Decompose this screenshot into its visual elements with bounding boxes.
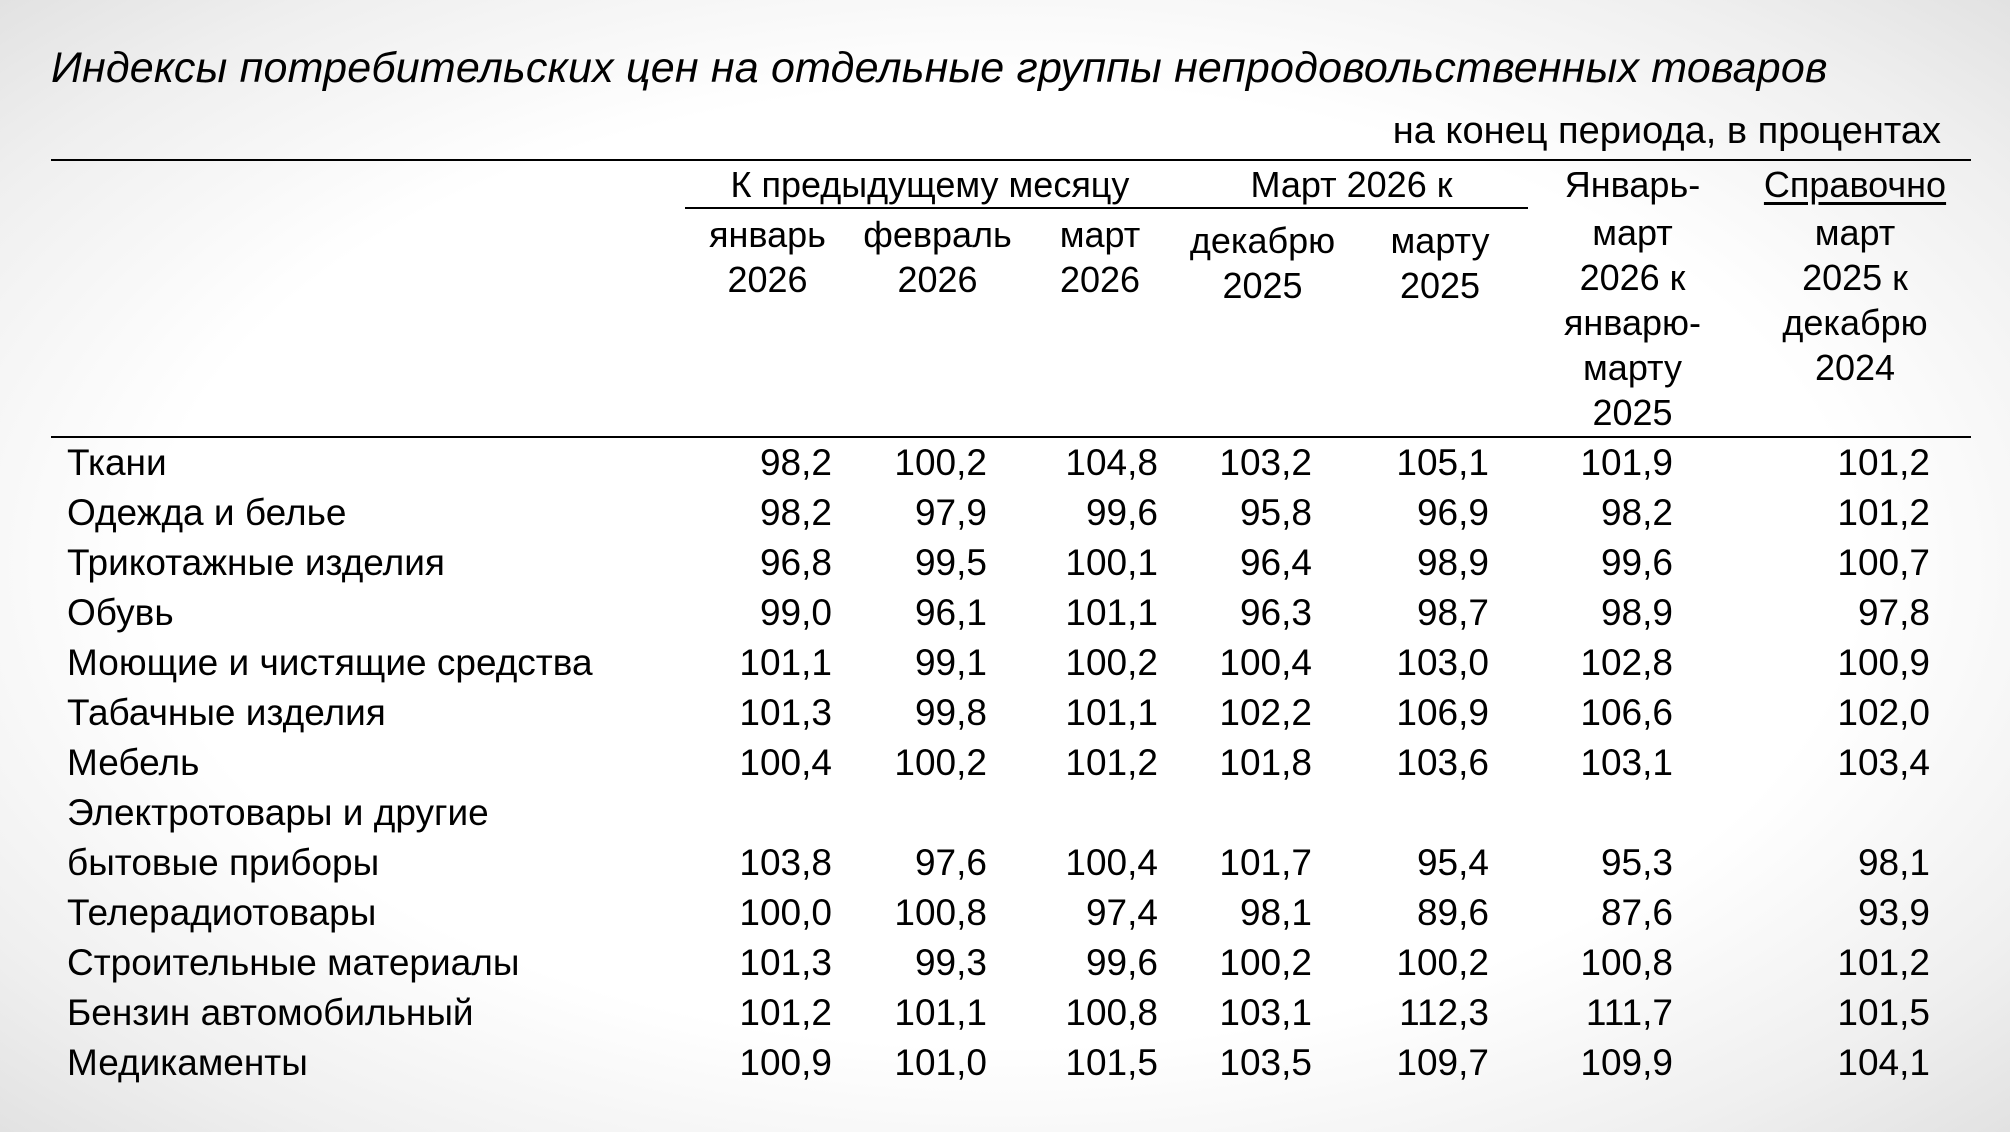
table-cell: 103,1 (1219, 992, 1312, 1033)
table-cell: 103,8 (739, 842, 832, 883)
table-cell: 105,1 (1396, 442, 1489, 483)
table-cell: 99,6 (1085, 492, 1158, 533)
table-cell: 95,4 (1416, 842, 1489, 883)
col-head-ref: март 2025 к декабрю 2024 (1782, 212, 1928, 388)
table-cell: 101,5 (1837, 992, 1930, 1033)
row-label: Электротовары и другие (67, 792, 489, 833)
table-cell: 95,3 (1600, 842, 1673, 883)
table-cell: 106,9 (1396, 692, 1489, 733)
page-title: Индексы потребительских цен на отдельные группы непродовольственных товаров (51, 44, 1828, 92)
row-label: Мебель (67, 742, 200, 783)
table-cell: 100,7 (1837, 542, 1930, 583)
table-cell: 96,1 (914, 592, 987, 633)
table-cell: 101,3 (739, 942, 832, 983)
table-cell: 109,7 (1396, 1042, 1489, 1083)
table-cell: 100,4 (1065, 842, 1158, 883)
group-prev-month-line (685, 207, 1175, 209)
top-rule (51, 159, 1971, 161)
table-cell: 112,3 (1399, 992, 1489, 1033)
table-cell: 93,9 (1857, 892, 1930, 933)
table-cell: 99,6 (1600, 542, 1673, 583)
table-cell: 99,3 (914, 942, 987, 983)
table-cell: 97,8 (1857, 592, 1930, 633)
table-cell: 101,2 (1837, 442, 1930, 483)
row-label: Телерадиотовары (67, 892, 377, 933)
table-cell: 101,1 (1065, 592, 1158, 633)
table-cell: 87,6 (1600, 892, 1673, 933)
table-cell: 97,4 (1085, 892, 1158, 933)
table-cell: 100,1 (1065, 542, 1158, 583)
col-head-janmar: март 2026 к январю- марту 2025 (1563, 212, 1702, 433)
table-cell: 103,5 (1219, 1042, 1312, 1083)
col-head-mar2025: марту 2025 (1390, 220, 1490, 306)
table-cell: 98,2 (759, 492, 832, 533)
row-label: Одежда и белье (67, 492, 347, 533)
table-cell: 89,6 (1416, 892, 1489, 933)
table-cell: 100,8 (1065, 992, 1158, 1033)
table-cell: 98,7 (1416, 592, 1489, 633)
table-cell: 101,1 (739, 642, 832, 683)
table-cell: 101,9 (1580, 442, 1673, 483)
table-cell: 101,2 (1837, 942, 1930, 983)
table-cell: 100,0 (739, 892, 832, 933)
group-march-to: Март 2026 к (1250, 164, 1453, 205)
table-cell: 98,9 (1600, 592, 1673, 633)
row-label: Медикаменты (67, 1042, 308, 1083)
table-cell: 111,7 (1585, 992, 1673, 1033)
table-cell: 95,8 (1239, 492, 1312, 533)
table-cell: 100,9 (1837, 642, 1930, 683)
table-cell: 100,9 (739, 1042, 832, 1083)
table-cell: 99,6 (1085, 942, 1158, 983)
table-cell: 99,5 (914, 542, 987, 583)
row-label: Строительные материалы (67, 942, 520, 983)
row-label: Табачные изделия (67, 692, 386, 733)
row-label: Обувь (67, 592, 174, 633)
page-subtitle: на конец периода, в процентах (1392, 110, 1941, 152)
table-cell: 106,6 (1580, 692, 1673, 733)
table-cell: 103,4 (1837, 742, 1930, 783)
table-cell: 101,8 (1219, 742, 1312, 783)
table-cell: 99,8 (914, 692, 987, 733)
table-cell: 96,9 (1416, 492, 1489, 533)
table-cell: 102,2 (1219, 692, 1312, 733)
table-cell: 100,2 (894, 442, 987, 483)
row-label: Трикотажные изделия (67, 542, 445, 583)
table-cell: 98,1 (1239, 892, 1312, 933)
table-cell: 100,4 (739, 742, 832, 783)
table-cell: 100,4 (1219, 642, 1312, 683)
table-cell: 102,0 (1837, 692, 1930, 733)
table-cell: 100,8 (894, 892, 987, 933)
col-head-mar2026: март 2026 (1059, 214, 1141, 300)
table-cell: 100,8 (1580, 942, 1673, 983)
table-cell: 99,0 (759, 592, 832, 633)
table-cell: 101,2 (1837, 492, 1930, 533)
table-cell: 100,2 (1396, 942, 1489, 983)
row-label: Бензин автомобильный (67, 992, 474, 1033)
table-cell: 97,6 (914, 842, 987, 883)
table-cell: 98,2 (759, 442, 832, 483)
table-cell: 96,3 (1239, 592, 1312, 633)
table-cell: 96,8 (759, 542, 832, 583)
table-cell: 100,2 (1219, 942, 1312, 983)
table-cell: 104,8 (1065, 442, 1158, 483)
table-cell: 101,0 (894, 1042, 987, 1083)
row-label: Ткани (67, 442, 167, 483)
group-jan-mar: Январь- (1564, 164, 1701, 205)
col-head-jan2026: январь 2026 (709, 214, 826, 300)
table-cell: 98,1 (1857, 842, 1930, 883)
table-cell: 103,6 (1396, 742, 1489, 783)
table-cell: 100,2 (894, 742, 987, 783)
table-cell: 101,1 (1065, 692, 1158, 733)
table-cell: 103,0 (1396, 642, 1489, 683)
col-head-feb2026: февраль 2026 (863, 214, 1012, 300)
row-label: Моющие и чистящие средства (67, 642, 593, 683)
table-cell: 96,4 (1239, 542, 1312, 583)
header-rule (51, 436, 1971, 438)
row-label: бытовые приборы (67, 842, 380, 883)
table-cell: 103,2 (1219, 442, 1312, 483)
group-march-to-line (1175, 207, 1528, 209)
table-cell: 101,2 (739, 992, 832, 1033)
table-cell: 103,1 (1580, 742, 1673, 783)
table-cell: 98,2 (1600, 492, 1673, 533)
table-cell: 101,1 (894, 992, 987, 1033)
table-cell: 99,1 (914, 642, 987, 683)
table-cell: 109,9 (1580, 1042, 1673, 1083)
group-prev-month: К предыдущему месяцу (730, 164, 1130, 205)
table-cell: 100,2 (1065, 642, 1158, 683)
table-cell: 101,5 (1065, 1042, 1158, 1083)
group-reference: Справочно (1763, 164, 1947, 205)
table-cell: 102,8 (1580, 642, 1673, 683)
table-cell: 104,1 (1837, 1042, 1930, 1083)
table-cell: 97,9 (914, 492, 987, 533)
col-head-dec2025: декабрю 2025 (1189, 220, 1336, 306)
table-cell: 101,3 (739, 692, 832, 733)
table-cell: 101,7 (1219, 842, 1312, 883)
table-cell: 101,2 (1065, 742, 1158, 783)
table-cell: 98,9 (1416, 542, 1489, 583)
